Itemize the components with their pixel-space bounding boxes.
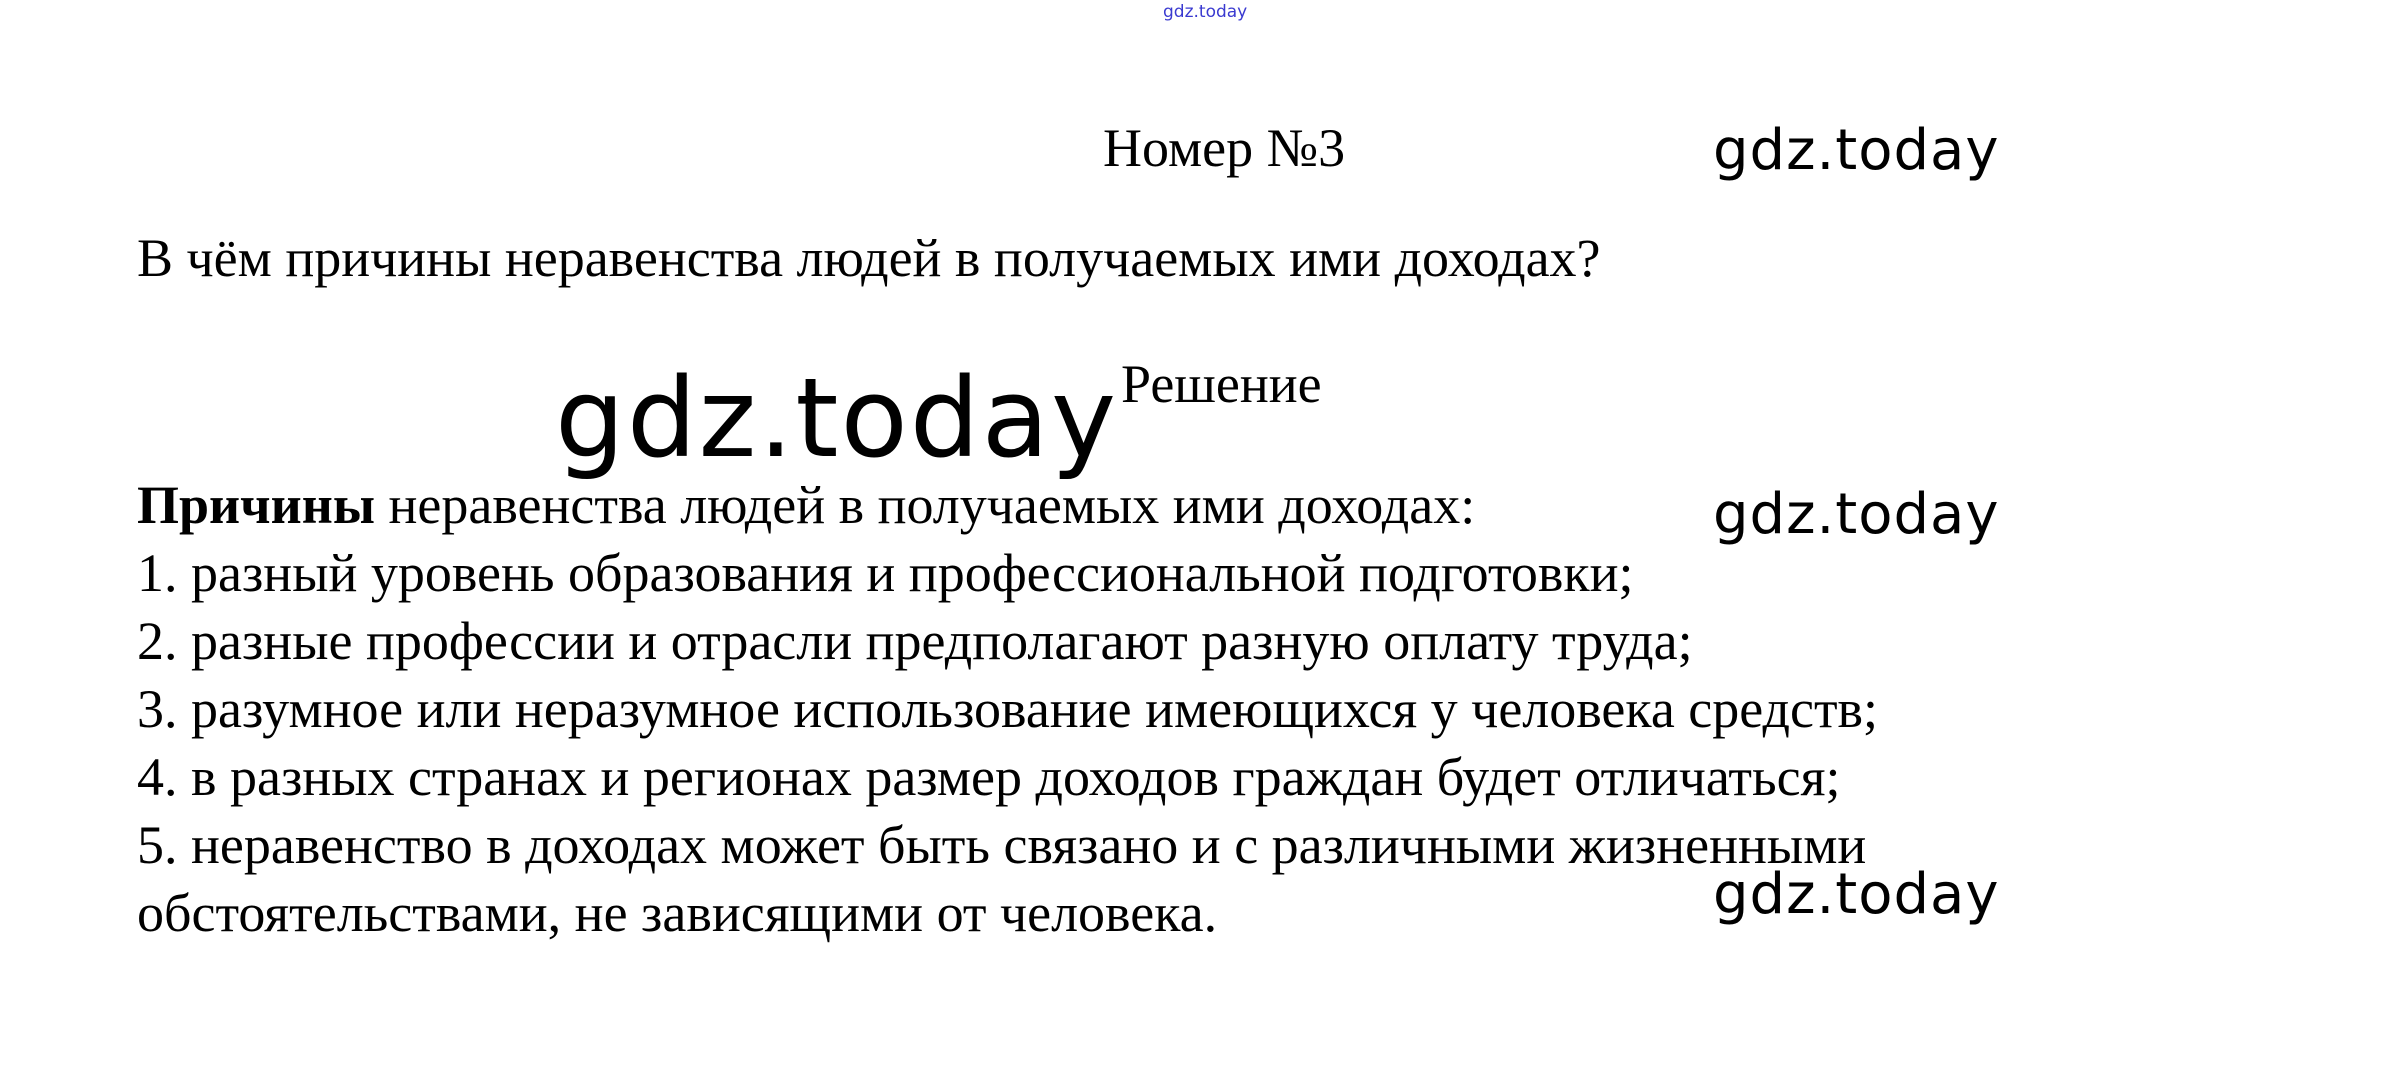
- list-item: 4. в разных странах и регионах размер доходов граждан будет отличаться;: [137, 747, 1841, 807]
- list-item: 5. неравенство в доходах может быть связано и с различными жизненными: [137, 815, 1867, 875]
- answer-intro-rest: неравенства людей в получаемых ими доходах:: [375, 475, 1476, 535]
- watermark-mid-right: gdz.today: [1713, 482, 2000, 547]
- watermark-big: gdz.today: [555, 354, 1119, 482]
- list-item: 2. разные профессии и отрасли предполагают разную оплату труда;: [137, 611, 1693, 671]
- watermark-bottom-right: gdz.today: [1713, 862, 2000, 927]
- page-title: Номер №3: [1103, 118, 1346, 178]
- solution-heading: Решение: [1121, 354, 1322, 414]
- list-item: 3. разумное или неразумное использование имеющихся у человека средств;: [137, 679, 1879, 739]
- question-text: В чём причины неравенства людей в получаемых ими доходах?: [137, 228, 1601, 288]
- watermark-top-right: gdz.today: [1713, 118, 2000, 183]
- list-item-continuation: обстоятельствами, не зависящими от человека.: [137, 883, 1218, 943]
- list-item: 1. разный уровень образования и профессиональной подготовки;: [137, 543, 1634, 603]
- answer-intro-bold: Причины: [137, 475, 375, 535]
- answer-intro: [137, 471, 1878, 539]
- answer-block: [137, 471, 1878, 947]
- header-watermark: gdz.today: [1163, 2, 1248, 22]
